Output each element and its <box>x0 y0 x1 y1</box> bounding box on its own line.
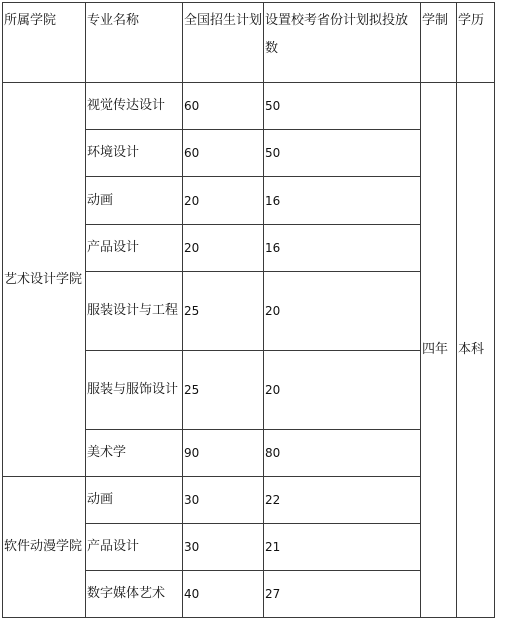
province-plan: 16 <box>264 177 421 225</box>
national-plan: 25 <box>183 272 264 351</box>
national-plan: 60 <box>183 83 264 130</box>
header-national-plan: 全国招生计划 <box>183 3 264 83</box>
province-plan: 50 <box>264 130 421 177</box>
province-plan: 27 <box>264 571 421 618</box>
province-plan: 20 <box>264 351 421 430</box>
national-plan: 30 <box>183 524 264 571</box>
province-plan: 20 <box>264 272 421 351</box>
major-name: 服装与服饰设计 <box>86 351 183 430</box>
header-row <box>3 3 495 83</box>
major-name: 产品设计 <box>86 524 183 571</box>
national-plan: 20 <box>183 177 264 225</box>
header-province-plan: 设置校考省份计划拟投放数 <box>264 3 421 83</box>
header-college: 所属学院 <box>3 3 86 83</box>
major-name: 动画 <box>86 477 183 524</box>
province-plan: 21 <box>264 524 421 571</box>
national-plan: 90 <box>183 430 264 477</box>
major-name: 视觉传达设计 <box>86 83 183 130</box>
major-name: 美术学 <box>86 430 183 477</box>
major-name: 服装设计与工程 <box>86 272 183 351</box>
college-name: 艺术设计学院 <box>3 83 86 477</box>
major-name: 环境设计 <box>86 130 183 177</box>
national-plan: 60 <box>183 130 264 177</box>
degree-cell: 本科 <box>457 83 495 618</box>
header-degree: 学历 <box>457 3 495 83</box>
national-plan: 20 <box>183 225 264 272</box>
college-name: 软件动漫学院 <box>3 477 86 618</box>
header-major: 专业名称 <box>86 3 183 83</box>
province-plan: 80 <box>264 430 421 477</box>
province-plan: 22 <box>264 477 421 524</box>
enrollment-plan-table <box>2 2 495 618</box>
national-plan: 25 <box>183 351 264 430</box>
duration-cell: 四年 <box>421 83 457 618</box>
major-name: 产品设计 <box>86 225 183 272</box>
table-row <box>3 83 495 130</box>
province-plan: 50 <box>264 83 421 130</box>
header-duration: 学制 <box>421 3 457 83</box>
major-name: 动画 <box>86 177 183 225</box>
national-plan: 40 <box>183 571 264 618</box>
major-name: 数字媒体艺术 <box>86 571 183 618</box>
province-plan: 16 <box>264 225 421 272</box>
national-plan: 30 <box>183 477 264 524</box>
